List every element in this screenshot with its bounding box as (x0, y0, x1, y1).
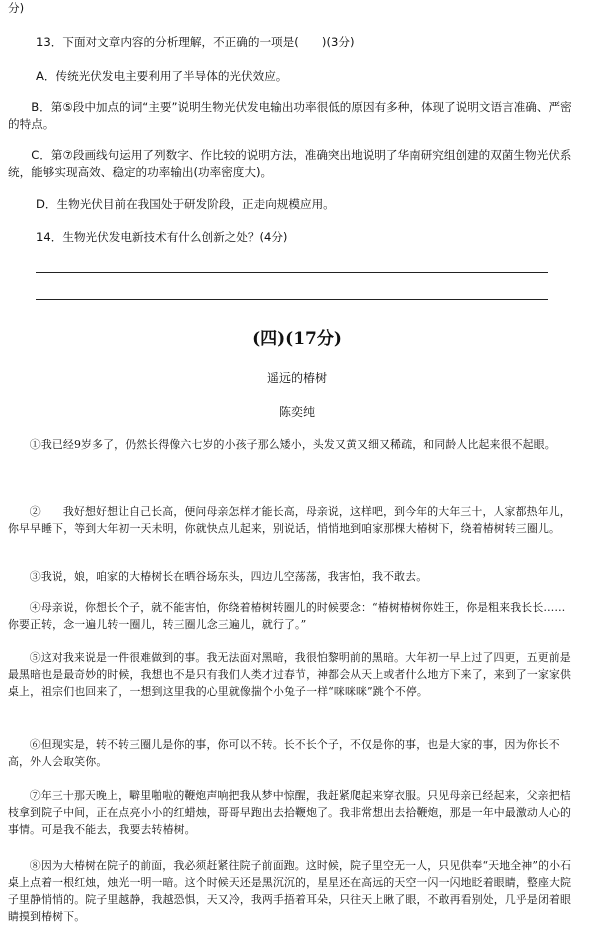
paragraph-2: ② 我好想好想让自己长高，便问母亲怎样才能长高，母亲说，这样吧，到今年的大年三十，人家都热年儿，你早早睡下，等到大年初一天未明，你就快点儿起来，别说话，悄悄地到咱家那棵大椿树下，绕着椿树转三圈儿。 (8, 505, 571, 535)
section-heading: (四)(17分) (252, 329, 342, 349)
paragraph-6: ⑥但现实是，转不转三圈儿是你的事，你可以不转。长不长个子，不仅是你的事，也是大家的事，因为你长不高，外人会取笑你。 (8, 738, 560, 768)
previous-question-fragment: 分) (8, 1, 25, 15)
paragraph-1: ①我已经9岁多了，仍然长得像六七岁的小孩子那么矮小，头发又黄又细又稀疏，和同龄人比起来很不起眼。 (29, 438, 556, 451)
question-13-option-a: A．传统光伏发电主要利用了半导体的光伏效应。 (36, 69, 288, 83)
answer-line-1 (36, 272, 548, 273)
question-14-stem: 14．生物光伏发电新技术有什么创新之处？(4分) (36, 230, 288, 244)
article-author: 陈奕纯 (278, 405, 315, 419)
paragraph-4: ④母亲说，你想长个子，就不能害怕，你绕着椿树转圈儿的时候要念：“椿树椿树你姓王，你是粗来我长长……你要正转，念一遍儿转一圈儿，转三圈儿念三遍儿，就行了。” (8, 601, 566, 631)
question-13-option-d: D．生物光伏目前在我国处于研发阶段，正走向规模应用。 (36, 197, 335, 211)
paragraph-3: ③我说，娘，咱家的大椿树长在晒谷场东头，四边儿空荡荡，我害怕，我不敢去。 (29, 570, 428, 583)
paragraph-7: ⑦年三十那天晚上，噼里啪啦的鞭炮声响把我从梦中惊醒，我赶紧爬起来穿衣服。只见母亲已经起来，父亲把桔枝拿到院子中间，正在点亮小小的红蜡烛，哥哥早跑出去拾鞭炮了。我非常想出去拾鞭炮，那是一年中最激动人心的事情。可是我不能去，我要去转椿树。 (8, 789, 572, 836)
article-title: 遥远的椿树 (266, 371, 327, 385)
paragraph-5: ⑤这对我来说是一件很难做到的事。我无法面对黑暗，我很怕黎明前的黑暗。大年初一早上过了四更，五更前是最黑暗也是最奇妙的时候，我想也不是只有我们人类才过春节，神都会从天上或者什么地方下来了，来到了一家家供桌上，祖宗们也回来了，一想到这里我的心里就像揣个小兔子一样“咪咪咪”跳个不停。 (8, 651, 572, 698)
question-13-option-b: B．第⑤段中加点的词“主要”说明生物光伏发电输出功率很低的原因有多种，体现了说明文语言准确、严密的特点。 (8, 100, 572, 131)
answer-line-2 (36, 299, 548, 300)
question-13-option-c: C．第⑦段画线句运用了列数字、作比较的说明方法，准确突出地说明了华南研究组创建的双菌生物光伏系统，能够实现高效、稳定的功率输出(功率密度大)。 (8, 148, 572, 179)
question-13-stem: 13．下面对文章内容的分析理解，不正确的一项是( )(3分) (36, 35, 355, 49)
paragraph-8: ⑧因为大椿树在院子的前面，我必须赶紧往院子前面跑。这时候，院子里空无一人，只见供奉“天地全神”的小石桌上点着一根红烛，烛光一明一暗。这个时候天还是黑沉沉的，星星还在高远的天空一闪一闪地眨着眼睛，整座大院子里静悄悄的。院子里越静，我越恐惧，天又冷，我两手捂着耳朵，只往天上瞅了眼，不敢再看别处，几乎是闭着眼睛摸到椿树下。 (8, 859, 572, 923)
